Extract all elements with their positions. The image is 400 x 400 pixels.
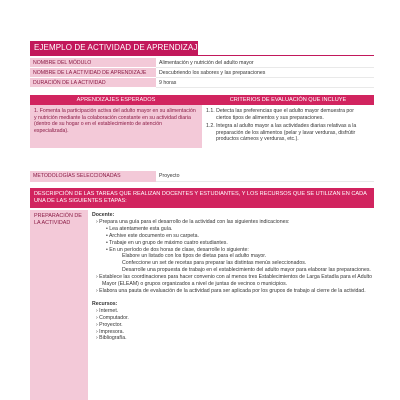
task-line: Desarrolle una propuesta de trabajo en el establecimiento del adulto mayor para elaborar las preparaciones.	[122, 267, 371, 274]
resource-item: › Impresora.	[96, 328, 124, 335]
expected-learning-header: APRENDIZAJES ESPERADOS	[30, 95, 202, 105]
info-value: 9 horas	[156, 78, 374, 88]
info-row-activity	[30, 68, 374, 78]
info-label: NOMBRE DEL MÓDULO	[30, 58, 156, 68]
task-line: › Elabora una pauta de evaluación de la actividad para ser aplicada por los grupos de trabajo al cierre de la actividad.	[96, 287, 366, 294]
task-line: • Trabaje en un grupo de máximo cuatro estudiantes.	[106, 239, 228, 246]
expected-learning-cell: 1. Fomenta la participación activa del adulto mayor en su alimentación y nutrición mediante la colaboración constante en su actividad diaria (dentro de su hogar o en el establecimiento de atención especializada).	[30, 105, 202, 148]
task-line: › Prepara una guía para el desarrollo de la actividad con las siguientes indicaciones:	[96, 218, 290, 225]
methodology-table	[30, 171, 374, 182]
info-label: NOMBRE DE LA ACTIVIDAD DE APRENDIZAJE	[30, 68, 156, 78]
info-label: DURACIÓN DE LA ACTIVIDAD	[30, 78, 156, 88]
info-value: Alimentación y nutrición del adulto mayor	[156, 58, 374, 68]
evaluation-criteria-header: CRITERIOS DE EVALUACIÓN QUE INCLUYE	[202, 95, 374, 105]
criteria-item: 1.2. Integra al adulto mayor a las actividades diarias relativas a la preparación de los alimentos (pelar y lavar verduras, disfrútir productos cárneos y verduras, etc.).	[206, 123, 357, 143]
activity-title-banner: EJEMPLO DE ACTIVIDAD DE APRENDIZAJE	[30, 41, 198, 55]
task-line: Elabore un listado con los tipos de dietas para el adulto mayor.	[122, 253, 267, 260]
title-rule	[30, 55, 374, 56]
task-line: • Lea atentamente esta guía.	[106, 225, 173, 232]
preparation-stage-label: PREPARACIÓN DE LA ACTIVIDAD	[30, 210, 88, 400]
info-value: Descubriendo los sabores y las preparaciones	[156, 68, 374, 78]
docente-heading: Docente:	[92, 212, 115, 218]
preparation-stage-body	[92, 210, 374, 400]
tasks-description-header: DESCRIPCIÓN DE LAS TAREAS QUE REALIZAN DOCENTES Y ESTUDIANTES, Y LOS RECURSOS QUE SE UTILIZAN EN CADA UNA DE LAS SIGUIENTES ETAPAS:	[30, 188, 374, 208]
resources-heading: Recursos:	[92, 300, 118, 307]
info-row-duration	[30, 78, 374, 88]
learning-outcomes-table	[30, 95, 374, 148]
resource-item: › Internet.	[96, 307, 119, 314]
evaluation-criteria-cell	[202, 105, 374, 148]
criteria-item: 1.1. Detecta las preferencias que el adulto mayor demuestra por ciertos tipos de alimentos y sus preparaciones.	[206, 108, 354, 121]
task-line: • En un período de dos horas de clase, desarrolle lo siguiente:	[106, 246, 249, 253]
resource-item: › Computador.	[96, 314, 129, 321]
task-line: Confeccione un set de recetas para preparar las distintas menús seleccionados.	[122, 260, 307, 267]
resource-item: › Bibliografía.	[96, 335, 127, 342]
info-table	[30, 58, 374, 88]
task-line: › Establece las coordinaciones para hacer convenio con al menos tres Establecimientos de Larga Estadía para el Adulto Mayor (ELEAM) o grupos organizados a nivel de juntas de vecinos o municipios.	[96, 274, 372, 288]
info-row-module	[30, 58, 374, 68]
methodology-label: METODOLOGÍAS SELECCIONADAS	[30, 171, 156, 182]
task-line: • Archive este documento en su carpeta.	[106, 232, 199, 239]
resource-item: › Proyector.	[96, 321, 123, 328]
methodology-value: Proyecto	[156, 171, 374, 182]
